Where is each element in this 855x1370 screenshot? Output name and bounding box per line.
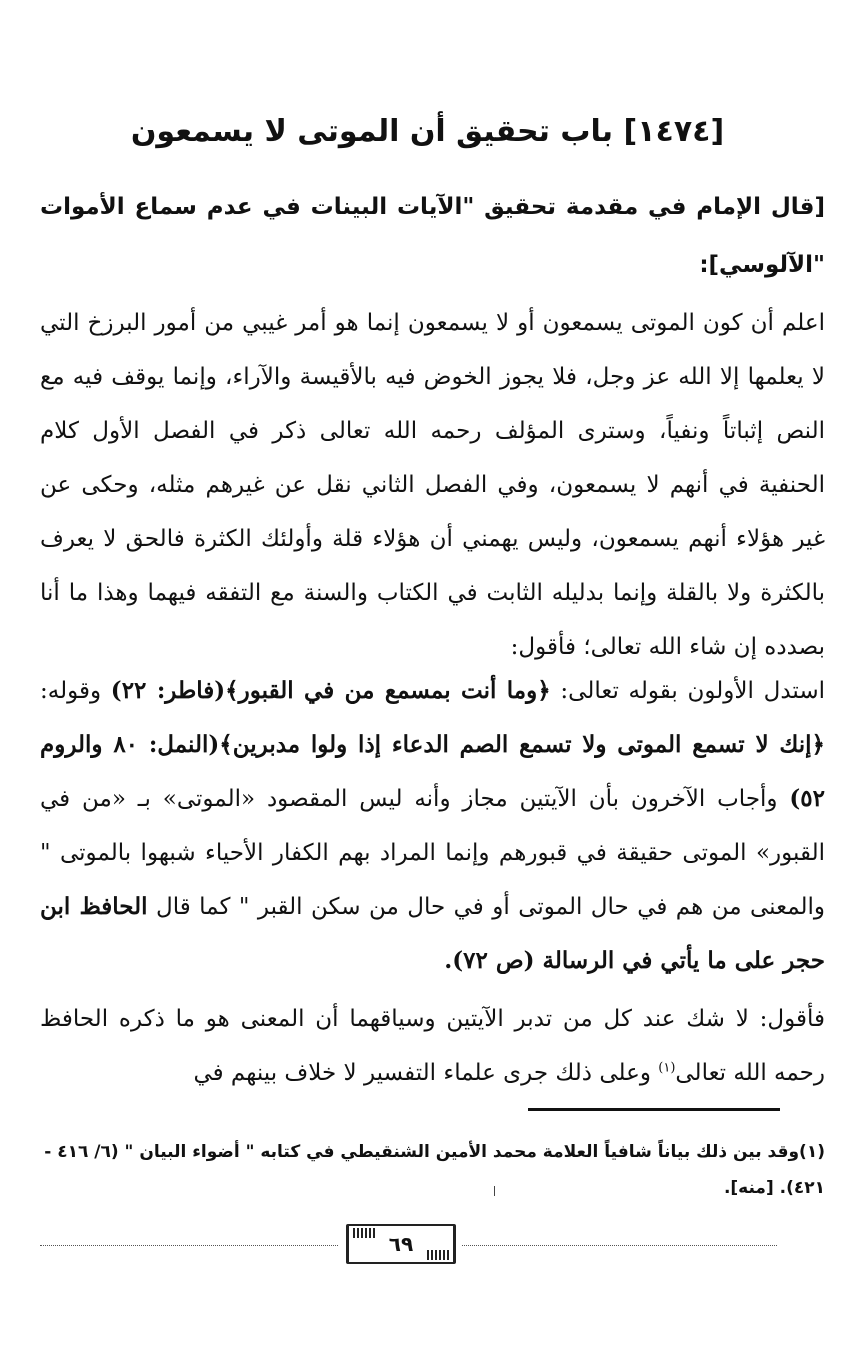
page-number: ٦٩ (388, 1232, 414, 1256)
dotted-line-left (40, 1245, 338, 1246)
section-subheading: [قال الإمام في مقدمة تحقيق "الآيات البينات في عدم سماع الأموات "الآلوسي]: (40, 194, 825, 278)
paragraph-1: اعلم أن كون الموتى يسمعون أو لا يسمعون إنما هو أمر غيبي من أمور البرزخ التي لا يعلمها إلا الله عز وجل، فلا يجوز الخوض فيه بالأقيسة والآراء، وإنما يوقف فيه مع النص إثباتاً ونفياً، وسترى المؤلف رحمه الله تعالى ذكر في الفصل الأول كلام الحنفية في أنهم لا يسمعون، وفي الفصل الثاني نقل عن غيرهم مثله، وحكى عن غير هؤلاء أنهم يسمعون، وليس يهمني أن هؤلاء قلة وأولئك الكثرة فالحق لا يعرف بالكثرة ولا بالقلة وإنما بدليله الثابت في الكتاب والسنة مع التفقه فيهما وهذا ما أنا بصدده إن شاء الله تعالى؛ فأقول: (40, 310, 825, 660)
quran-verse-2: ﴿إنك لا تسمع الموتى ولا تسمع الصم الدعاء إذا ولوا مدبرين﴾(النمل: ٨٠ والروم ٥٢) (40, 731, 825, 812)
paragraph-2 (40, 664, 825, 988)
paragraph-3-text-after: وعلى ذلك جرى علماء التفسير لا خلاف بينهم في (193, 1060, 659, 1086)
dotted-line-right (462, 1245, 777, 1246)
quran-verse-1: ﴿وما أنت بمسمع من في القبور﴾(فاطر: ٢٢) (110, 677, 551, 704)
stray-mark (494, 1186, 495, 1196)
footnote-divider (528, 1108, 780, 1111)
paragraph-2-rest: وأجاب الآخرون بأن الآيتين مجاز وأنه ليس المقصود «الموتى» بـ «من في القبور» الموتى حقيقة في قبورهم وإنما المراد بهم الكفار الأحياء شبهوا بالموتى " والمعنى من هم في حال الموتى أو في حال من سكن القبر " كما قال (40, 786, 825, 920)
page-number-frame (346, 1224, 456, 1264)
paragraph-2-middle: وقوله: (40, 678, 111, 704)
paragraph-2-intro: استدل الأولون بقوله تعالى: (550, 678, 826, 704)
footnote-reference[interactable]: (١) (658, 1060, 676, 1076)
paragraph-3-text: فأقول: لا شك عند كل من تدبر الآيتين وسياقهما أن المعنى هو ما ذكره الحافظ رحمه الله تعالى (40, 1006, 825, 1086)
paragraph-2-citation: الحافظ ابن حجر على ما يأتي في الرسالة (ص ٧٢). (40, 893, 825, 974)
chapter-title: [١٤٧٤] باب تحقيق أن الموتى لا يسمعون (130, 114, 725, 149)
footnote: (١)وقد بين ذلك بياناً شافياً العلامة محمد الأمين الشنقيطي في كتابه " أضواء البيان " (٦/ ٤١٦ - ٤٢١). [منه]. (44, 1142, 825, 1198)
paragraph-3 (40, 992, 825, 1100)
